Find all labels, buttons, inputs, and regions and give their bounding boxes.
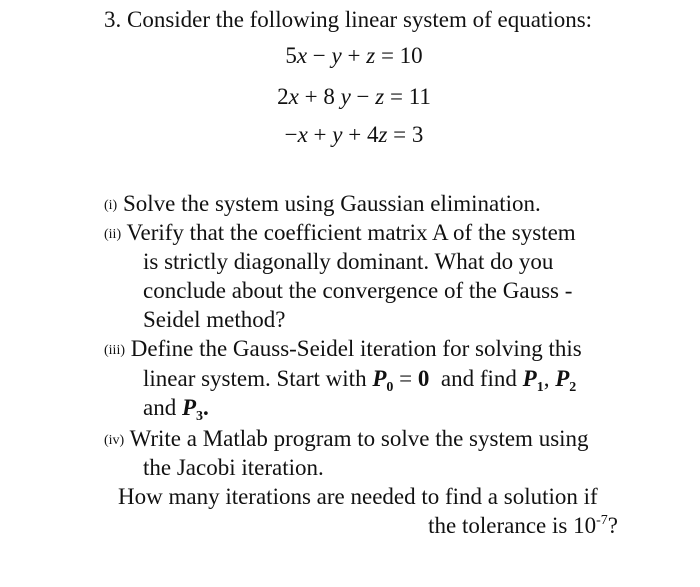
part-ii-line-4: Seidel method? xyxy=(143,307,286,332)
part-i-label: (i) xyxy=(104,198,118,213)
part-ii-label: (ii) xyxy=(104,227,122,242)
p0-equals: = xyxy=(399,366,413,391)
part-iii-label: (iii) xyxy=(104,343,125,358)
part-iv-line-3: How many iterations are needed to find a solution if xyxy=(118,484,598,509)
tolerance-exponent: -7 xyxy=(596,513,608,528)
eq2-var-z: z xyxy=(375,84,385,109)
eq3-equals: = xyxy=(393,122,407,147)
part-iv-line-4 xyxy=(428,512,618,540)
eq3-var-z: z xyxy=(378,122,388,147)
tolerance-text: the tolerance is 10 xyxy=(428,513,597,538)
p3-symbol: $P_3$ xyxy=(181,395,204,424)
eq1-coef-x: 5 xyxy=(285,43,297,68)
eq3-var-x: x xyxy=(297,122,308,147)
eq2-op2: − xyxy=(356,84,370,109)
p2-symbol: $P_2$ xyxy=(555,366,577,395)
equation-3 xyxy=(0,121,700,149)
eq2-equals: = xyxy=(389,84,403,109)
and-find: and find xyxy=(440,366,517,391)
p1-comma: , xyxy=(543,366,550,391)
part-iv-text-1: Write a Matlab program to solve the system using xyxy=(129,426,589,451)
equation-2 xyxy=(0,83,700,111)
eq2-coef-x: 2 xyxy=(277,84,289,109)
eq1-op2: + xyxy=(347,43,361,68)
zero-vector: 0 xyxy=(417,366,430,391)
eq1-equals: = xyxy=(380,43,394,68)
part-ii-text-1: Verify that the coefficient matrix A of the system xyxy=(126,220,576,245)
eq1-var-z: z xyxy=(366,43,376,68)
eq3-op1: + xyxy=(313,122,327,147)
eq3-op2: + xyxy=(348,122,362,147)
part-ii-line-3: conclude about the convergence of the Gauss - xyxy=(143,278,573,303)
part-iv-line-1 xyxy=(104,425,589,455)
p1-symbol: $P_1$ xyxy=(522,366,544,395)
eq1-rhs: 10 xyxy=(399,43,423,68)
equation-1 xyxy=(0,42,700,70)
eq2-rhs: 11 xyxy=(408,84,431,109)
eq3-var-y: y xyxy=(332,122,343,147)
part-ii-line-2: is strictly diagonally dominant. What do you xyxy=(143,249,554,274)
eq2-coef-y: 8 xyxy=(323,84,335,109)
part-iii-text-1: Define the Gauss-Seidel iteration for solving this xyxy=(130,336,582,361)
part-iv-label: (iv) xyxy=(104,433,125,448)
part-iii-line-1 xyxy=(104,335,582,365)
eq1-var-y: y xyxy=(331,43,342,68)
question-mark: ? xyxy=(607,513,618,538)
p0-symbol: $P_0$ xyxy=(372,366,394,395)
eq3-rhs: 3 xyxy=(411,122,424,147)
eq2-var-x: x xyxy=(288,84,299,109)
problem-heading xyxy=(104,6,592,34)
part-ii-line-1 xyxy=(104,219,576,249)
part-iv-line-2: the Jacobi iteration. xyxy=(143,455,324,480)
eq2-op1: + xyxy=(304,84,318,109)
part-i-text: Solve the system using Gaussian elimination. xyxy=(122,191,541,216)
eq1-var-x: x xyxy=(296,43,308,68)
problem-intro: Consider the following linear system of equations: xyxy=(127,7,593,32)
p3-period: . xyxy=(203,395,209,420)
eq2-var-y: y xyxy=(340,84,351,109)
part-iii-text-2: linear system. Start with xyxy=(143,366,367,391)
problem-number: 3. xyxy=(104,7,122,32)
eq3-neg: − xyxy=(284,122,298,147)
eq3-coef-z: 4 xyxy=(366,122,379,147)
part-i xyxy=(104,190,541,220)
eq1-op1: − xyxy=(312,43,326,68)
and-word: and xyxy=(143,395,177,420)
